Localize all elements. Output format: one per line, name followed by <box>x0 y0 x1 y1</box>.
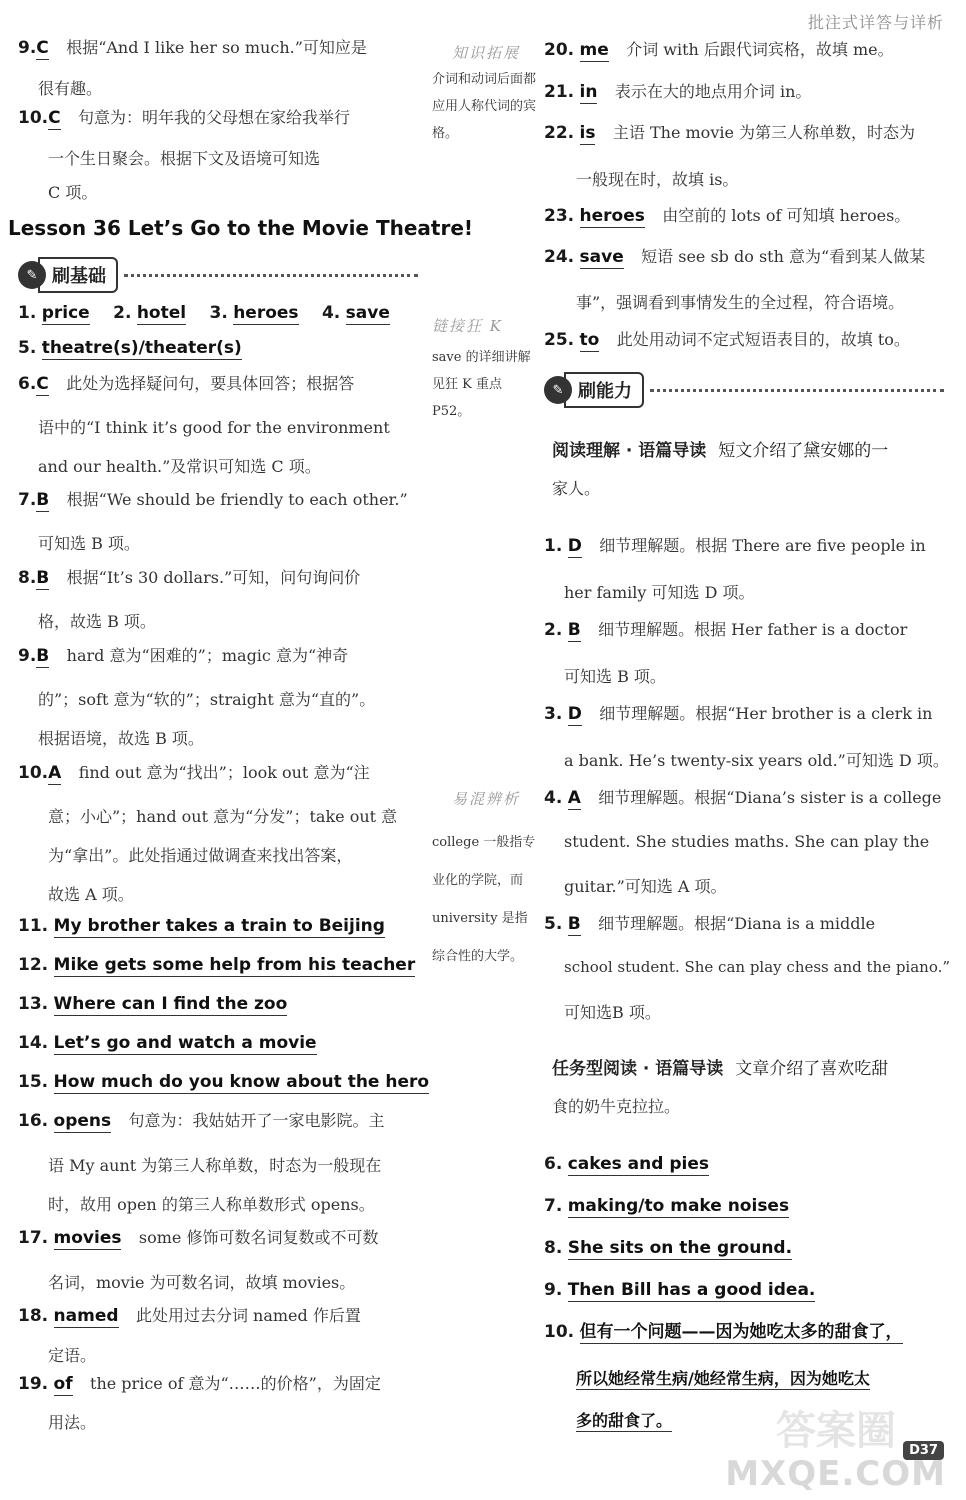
answer-21: 21. in 表示在大的地点用介词 in。 <box>544 82 812 102</box>
text-line: 用法。 <box>48 1413 97 1432</box>
answer-22: 22. is 主语 The movie 为第三人称单数，时态为 <box>544 123 916 143</box>
task-answer-9: 9. Then Bill has a good idea. <box>544 1280 816 1300</box>
answer-25: 25. to 此处用动词不定式短语表目的，故填 to。 <box>544 330 910 350</box>
page-header: 批注式详答与详析 <box>807 13 944 32</box>
answer-10b: 10.A find out 意为“找出”；look out 意为“注 <box>18 763 370 783</box>
reading-answer-3: 3. D 细节理解题。根据“Her brother is a clerk in <box>544 704 933 724</box>
text-line: 为“拿出”。此处指通过做调查来找出答案， <box>48 846 353 865</box>
reading-answer-1: 1. D 细节理解题。根据 There are five people in <box>544 536 926 556</box>
answer-16: 16. opens 句意为：我姑姑开了一家电影院。主 <box>18 1111 385 1131</box>
answer-6: 6.C 此处为选择疑问句，要具体回答；根据答 <box>18 374 355 394</box>
text-line: 家人。 <box>552 479 601 498</box>
answer-15: 15. How much do you know about the hero <box>18 1072 430 1092</box>
pen-icon: ✎ <box>544 376 572 404</box>
text-line: 定语。 <box>48 1346 97 1365</box>
page-number: D37 <box>903 1441 944 1460</box>
answer-11: 11. My brother takes a train to Beijing <box>18 916 385 936</box>
answer-9b: 9.B hard 意为“困难的”；magic 意为“神奇 <box>18 646 349 666</box>
section-badge-ability: ✎ 刷能力 <box>544 375 944 405</box>
text-line: C 项。 <box>48 183 98 202</box>
text-line: 一般现在时，故填 is。 <box>576 170 739 189</box>
task-answer-6: 6. cakes and pies <box>544 1154 709 1174</box>
text-line: 可知选 B 项。 <box>564 667 666 686</box>
text-line: 很有趣。 <box>38 79 103 98</box>
lesson-title: Lesson 36 Let’s Go to the Movie Theatre! <box>8 216 474 240</box>
text-line: guitar.”可知选 A 项。 <box>564 877 727 896</box>
answer-7: 7.B 根据“We should be friendly to each other.” <box>18 490 408 510</box>
text-line: 一个生日聚会。根据下文及语境可知选 <box>48 149 321 168</box>
reading-answer-4: 4. A 细节理解题。根据“Diana’s sister is a college <box>544 788 942 808</box>
text-line: 时，故用 open 的第三人称单数形式 opens。 <box>48 1195 375 1214</box>
section-badge-basic: ✎ 刷基础 <box>18 260 418 290</box>
text-line: her family 可知选 D 项。 <box>564 583 755 602</box>
note-text: save 的详细讲解见狂 K 重点P52。 <box>432 350 531 419</box>
task-answer-7: 7. making/to make noises <box>544 1196 790 1216</box>
answer-8: 8.B 根据“It’s 30 dollars.”可知，问句询问价 <box>18 568 361 588</box>
answer-17: 17. movies some 修饰可数名词复数或不可数 <box>18 1228 379 1248</box>
text-line: 根据语境，故选 B 项。 <box>38 729 204 748</box>
note-title: 知识拓展 <box>452 44 521 62</box>
text-line: 可知选 B 项。 <box>38 534 140 553</box>
answer-19: 19. of the price of 意为“……的价格”，为固定 <box>18 1374 381 1394</box>
note-title: 链接狂 K <box>432 317 503 335</box>
reading-answer-5: 5. B 细节理解题。根据“Diana is a middle <box>544 914 876 934</box>
answer-9: 9.C 根据“And I like her so much.”可知应是 <box>18 38 367 58</box>
text-line: and our health.”及常识可知选 C 项。 <box>38 457 321 476</box>
answer-13: 13. Where can I find the zoo <box>18 994 288 1014</box>
text-line: 多的甜食了。 <box>576 1411 673 1430</box>
task-reading-intro: 任务型阅读 · 语篇导读 文章介绍了喜欢吃甜 <box>552 1059 889 1079</box>
note-text: college 一般指专业化的学院，而 university 是指综合性的大学。 <box>432 835 536 964</box>
answer-12: 12. Mike gets some help from his teacher <box>18 955 416 975</box>
answer-24: 24. save 短语 see sb do sth 意为“看到某人做某 <box>544 247 926 267</box>
text-line: 语 My aunt 为第三人称单数，时态为一般现在 <box>48 1156 382 1175</box>
answer-20: 20. me 介词 with 后跟代词宾格，故填 me。 <box>544 40 894 60</box>
pen-icon: ✎ <box>18 261 46 289</box>
text-line: 事”，强调看到事情发生的全过程，符合语境。 <box>576 293 905 312</box>
text-line: 的”；soft 意为“软的”；straight 意为“直的”。 <box>38 690 376 709</box>
answer-5: 5. theatre(s)/theater(s) <box>18 338 242 358</box>
answer-10: 10.C 句意为：明年我的父母想在家给我举行 <box>18 108 351 128</box>
answers-1-4: 1. price 2. hotel 3. heroes 4. save <box>18 303 390 323</box>
text-line: 故选 A 项。 <box>48 885 134 904</box>
text-line: 可知选B 项。 <box>564 1003 661 1022</box>
answer-18: 18. named 此处用过去分词 named 作后置 <box>18 1306 361 1326</box>
text-line: 意；小心”；hand out 意为“分发”；take out 意 <box>48 807 398 826</box>
text-line: a bank. He’s twenty-six years old.”可知选 D 项。 <box>564 751 949 770</box>
note-text: 介词和动词后面都应用人称代词的宾格。 <box>432 72 537 141</box>
watermark: MXQE.COM <box>725 1454 946 1494</box>
reading-intro: 阅读理解 · 语篇导读 短文介绍了黛安娜的一 <box>552 441 889 461</box>
text-line: 格，故选 B 项。 <box>38 612 156 631</box>
answer-14: 14. Let’s go and watch a movie <box>18 1033 317 1053</box>
text-line: 所以她经常生病/她经常生病，因为她吃太 <box>576 1369 870 1388</box>
text-line: school student. She can play chess and the piano.” <box>564 958 951 976</box>
task-answer-10: 10. 但有一个问题——因为她吃太多的甜食了， <box>544 1322 903 1342</box>
note-title: 易混辨析 <box>452 790 521 808</box>
answer-23: 23. heroes 由空前的 lots of 可知填 heroes。 <box>544 206 911 226</box>
text-line: 食的奶牛克拉拉。 <box>552 1097 681 1116</box>
text-line: 语中的“I think it’s good for the environment <box>38 418 390 437</box>
text-line: 名词，movie 为可数名词，故填 movies。 <box>48 1273 356 1292</box>
reading-answer-2: 2. B 细节理解题。根据 Her father is a doctor <box>544 620 908 640</box>
text-line: student. She studies maths. She can play the <box>564 832 930 851</box>
stamp-mark: 答案圈 <box>776 1408 896 1454</box>
task-answer-8: 8. She sits on the ground. <box>544 1238 793 1258</box>
